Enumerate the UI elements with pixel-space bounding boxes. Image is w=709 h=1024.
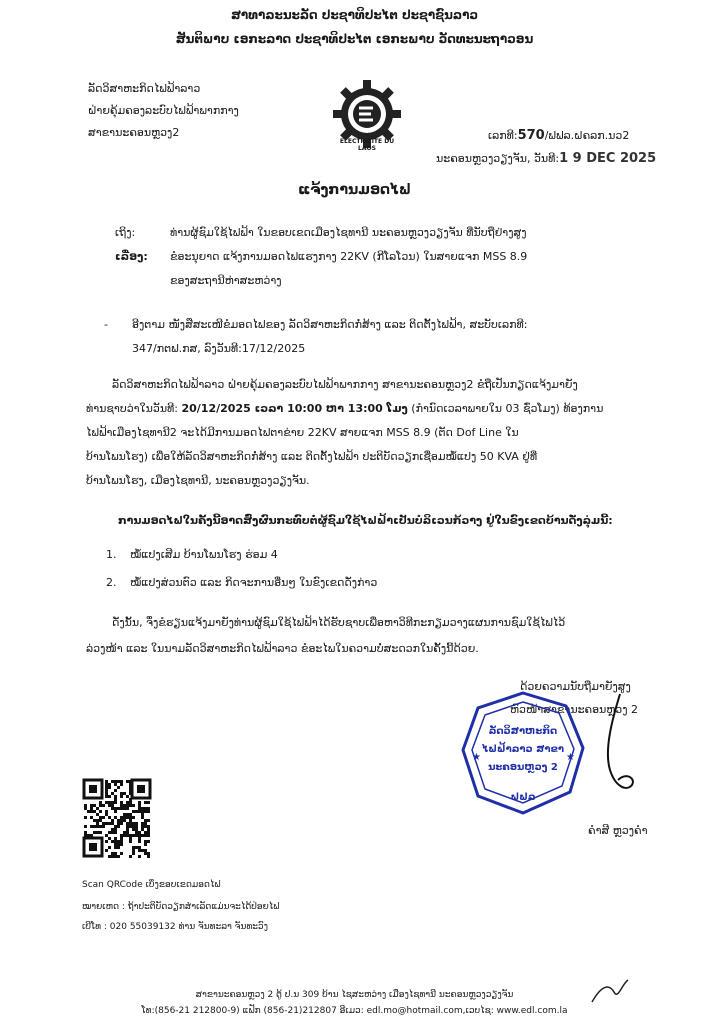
qr-contact: ເບີໂທ : 020 55039132 ທ່ານ ຈັນທະລາ ຈັນທະວົງ: [82, 922, 268, 932]
country-line-2: ສັນຕິພາບ ເອກະລາດ ປະຊາທິປະໄຕ ເອກະພາບ ວັດທະນະຖາວອນ: [175, 32, 534, 46]
sender-line-1: ລັດວິສາຫະກິດໄຟຟ້າລາວ: [88, 82, 201, 95]
footer-address: ສາຂານະຄອນຫຼວງ 2 ຕູ້ ປ.ນ 309 ບ້ານ ໄຊສະຫວ່າງ ເມືອງໄຊທານີ ນະຄອນຫຼວງວຽງຈັນ: [195, 990, 514, 1000]
signer-name: ຄໍາສີ ຫຼວງຄໍາ: [588, 824, 648, 837]
qr-note: ໝາຍເຫດ : ຖ້າປະຕິບັດວຽກສໍາເລັດແມ່ນຈະໄດ້ປ່ອຍໄຟ: [82, 902, 280, 912]
sender-line-2: ຝ່າຍຄຸ້ມຄອງລະບົບໄຟຟ້າພາກກາງ: [88, 104, 239, 117]
list-item-1-num: 1.: [106, 548, 117, 561]
page-title: ແຈ້ງການມອດໄຟ: [298, 182, 411, 198]
list-item-1: ໝໍ້ແປງເສີມ ບ້ານໂພນໂຮງ ຮ່ອມ 4: [130, 548, 278, 561]
footer-signature-mark: [590, 978, 630, 1008]
ref-point-text-2: 347/ກຕຟ.ກສ, ລົງວັນທີ:17/12/2025: [132, 342, 306, 355]
ref-date-value: 1 9 DEC 2025: [559, 151, 657, 166]
country-line-1: ສາທາລະນະລັດ ປະຊາທິປະໄຕ ປະຊາຊົນລາວ: [230, 8, 479, 22]
body-p1-line-5: ບ້ານໂພນໂຮງ, ເມືອງໄຊທານີ, ນະຄອນຫຼວງວຽງຈັນ.: [86, 474, 310, 487]
subject-text-1: ຂໍອະນຸຍາດ ແຈ້ງການມອດໄຟແຮງກາງ 22KV (ກີໂລໂວນ) ໃນສາຍແຈກ MSS 8.9: [170, 250, 528, 263]
closing-respect: ດ້ວຍຄວາມນັບຖືມາຍັງສູງ: [520, 680, 631, 693]
closing-position: ຫົວໜ້າສາຂານະຄອນຫຼວງ 2: [510, 703, 639, 716]
signature: [560, 690, 640, 810]
body-p1-line-2: [86, 402, 696, 415]
seal-line-2: ໄຟຟ້າລາວ ສາຂາ: [481, 744, 565, 755]
body-p1-line-3: ໄຟຟ້າເມືອງໄຊທານີ2 ຈະໄດ້ມີການມອດໄຟຕາຂ່າຍ 22KV ສາຍແຈກ MSS 8.9 (ຕັດ Dof Line ໃນ: [86, 426, 519, 439]
body-p1-line-1: ລັດວິສາຫະກິດໄຟຟ້າລາວ ຝ່າຍຄຸ້ມຄອງລະບົບໄຟຟ້າພາກກາງ ສາຂານະຄອນຫຼວງ2 ຂໍຖືເປັນກຽດແຈ້ງມາຍັງ: [112, 378, 578, 391]
body-p1-line-4: ບ້ານໂພນໂຮງ) ເພື່ອໃຫ້ລັດວິສາຫະກິດກໍ່ສ້າງ ແລະ ຕິດຕັ້ງໄຟຟ້າ ປະຕິບັດວຽກເຊື່ອມໝໍ້ແປງ 50 KVA ຢູ່ທີ່: [86, 450, 538, 463]
qr-scan-text: Scan QRCode ເບິ່ງຂອບເຂດມອດໄຟ: [82, 880, 221, 890]
logo-text: ELECTRICITE DU LAOS: [339, 138, 395, 152]
ref-number-suffix: /ຟຟລ.ຝຄລກ.ນວ2: [544, 129, 630, 142]
subject-text-2: ຂອງສະຖານີຫ່າສະຫວ່າງ: [170, 274, 282, 287]
reference-date: [436, 151, 656, 166]
p1-line2-bold: 20/12/2025 ເວລາ 10:00 ຫາ 13:00 ໂມງ: [181, 402, 408, 415]
ref-point-text-1: ອີງຕາມ ໜັງສືສະເໜີຂໍມອດໄຟຂອງ ລັດວິສາຫະກິດກໍ່ສ້າງ ແລະ ຕິດຕັ້ງໄຟຟ້າ, ສະບັບເລກທີ:: [132, 318, 528, 331]
seal-line-3: ນະຄອນຫຼວງ 2: [488, 762, 558, 773]
svg-text:★: ★: [566, 752, 575, 763]
subject-label: ເລື່ອງ:: [115, 250, 148, 263]
body-p3-line-2: ລ່ວງໜ້າ ແລະ ໃນນາມລັດວິສາຫະກິດໄຟຟ້າລາວ ຂໍອະໄພໃນຄວາມບໍ່ສະດວກໃນຄັ້ງນີ້ດ້ວຍ.: [86, 642, 479, 655]
initials-icon: [590, 978, 630, 1008]
svg-text:★: ★: [472, 752, 481, 763]
list-item-2: ໝໍ້ແປງສ່ວນຕົວ ແລະ ກິດຈະການອື່ນໆ ໃນຂົງເຂດດັ່ງກ່າວ: [130, 576, 378, 589]
ref-dash: -: [104, 318, 108, 331]
ref-date-label: ນະຄອນຫຼວງວຽງຈັນ, ວັນທີ:: [436, 152, 560, 165]
body-p3-line-1: ດັ່ງນັ້ນ, ຈຶ່ງຂໍຮຽນແຈ້ງມາຍັງທ່ານຜູ້ຊົມໃຊ້ໄຟຟ້າໄດ້ຮັບຊາບເພື່ອຫາວິທີກະກຽມວາງແຜນການຊົມໃຊ້ໄຟໄວ້: [112, 616, 566, 629]
edl-logo: [328, 78, 406, 150]
to-label: ເຖິງ:: [115, 226, 136, 239]
seal-bottom: ຟຟລ: [510, 792, 536, 803]
qr-code-icon: [82, 778, 152, 858]
list-item-2-num: 2.: [106, 576, 117, 589]
ref-number-label: ເລກທີ:: [488, 129, 518, 142]
p1-line2-a: ທ່ານຊາບວ່າໃນວັນທີ:: [86, 402, 182, 415]
qr-code[interactable]: [82, 778, 152, 858]
body-p2: ການມອດໄຟໃນຄັ້ງນີ້ອາດສົ່ງຜົນກະທົບຕໍ່ຜູ້ຊົມໃຊ້ໄຟຟ້າເປັນບໍລິເວນກ້ວາງ ຢູ່ໃນຂົງເຂດບ້ານດັ່ງລຸ່ມນີ້:: [118, 514, 613, 527]
to-text: ທ່ານຜູ້ຊົມໃຊ້ໄຟຟ້າ ໃນຂອບເຂດເມືອງໄຊທານີ ນະຄອນຫຼວງວຽງຈັນ ທີ່ນັບຖືຢ່າງສູງ: [170, 226, 527, 239]
reference-number: [488, 128, 629, 143]
footer-contacts: ໂທ:(856-21 212800-9) ແຟັກ (856-21)212807 ອີເມວ: edl.mo@hotmail.com,ເວບໄຊ: www.edl.com.la: [141, 1006, 568, 1016]
signature-icon: [560, 690, 640, 810]
p1-line2-b: (ກໍານົດເວລາພາຍໃນ 03 ຊົ່ວໂມງ) ທ້ອງການ: [407, 402, 604, 415]
ref-number-value: 570: [517, 128, 545, 143]
sender-line-3: ສາຂານະຄອນຫຼວງ2: [88, 126, 180, 139]
seal-line-1: ລັດວິສາຫະກິດ: [488, 726, 558, 737]
